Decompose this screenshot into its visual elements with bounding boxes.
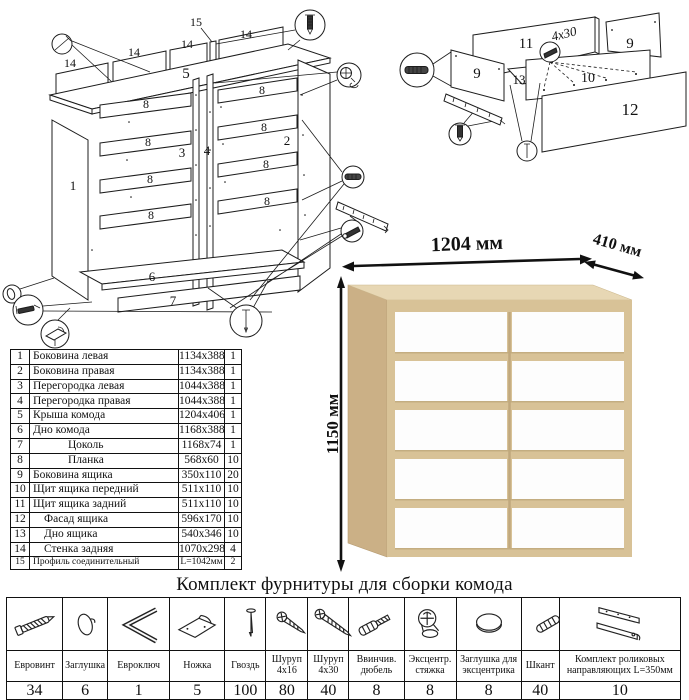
- part-num: 4: [11, 394, 30, 409]
- part-label-1: 1: [69, 178, 77, 193]
- parts-table-body: [11, 350, 242, 570]
- frame-right-side: [298, 60, 330, 292]
- screw-size-note: 4x30: [549, 23, 578, 44]
- hardware-item-qty: 8: [404, 682, 456, 700]
- depth-label: 410 мм: [590, 230, 644, 261]
- part-size: 511x110: [179, 483, 225, 498]
- part-num: 5: [11, 409, 30, 424]
- part-name: Щит ящика задний: [30, 498, 179, 513]
- eccentric-cam-callout-icon: [337, 63, 361, 88]
- part-name: Профиль соединительный: [30, 557, 179, 570]
- part-qty: 10: [225, 453, 242, 468]
- part-label-10: 10: [581, 71, 595, 86]
- part-num: 13: [11, 527, 30, 542]
- part-label-6: 6: [148, 269, 156, 284]
- table-row: [11, 379, 242, 394]
- screw-short-icon: [266, 598, 308, 651]
- part-label-14: 14: [128, 45, 140, 59]
- product-render: [323, 228, 689, 575]
- hardware-icons-row: [7, 598, 681, 651]
- cam-cap-icon: [456, 598, 521, 651]
- cap-icon: [63, 598, 108, 651]
- part-num: 14: [11, 542, 30, 557]
- hardware-qty-row: [7, 682, 681, 700]
- part-name: Дно комода: [30, 424, 179, 439]
- part-qty: 4: [225, 542, 242, 557]
- nail-callout-icon: [52, 34, 72, 54]
- part-num: 12: [11, 512, 30, 527]
- table-row: [11, 557, 242, 570]
- part-num: 10: [11, 483, 30, 498]
- hardware-item-qty: 34: [7, 682, 63, 700]
- hardware-table: [6, 597, 681, 700]
- part-label-12: 12: [621, 100, 639, 119]
- wood-dowel-icon: [521, 598, 559, 651]
- threaded-dowel-icon: [349, 598, 404, 651]
- part-name: Дно ящика: [30, 527, 179, 542]
- hardware-item-name: Гвоздь: [225, 651, 266, 682]
- hardware-item-qty: 10: [559, 682, 680, 700]
- part-qty: 1: [225, 438, 242, 453]
- table-row: [11, 409, 242, 424]
- euroscrew-callout-icon: [13, 295, 43, 325]
- table-row: [11, 483, 242, 498]
- table-row: [11, 527, 242, 542]
- hardware-item-name: Ножка: [170, 651, 225, 682]
- table-row: [11, 542, 242, 557]
- hardware-item-name: Шуруп 4x30: [308, 651, 349, 682]
- part-label-8: 8: [147, 172, 153, 186]
- nail-callout-icon: [230, 305, 262, 337]
- hardware-item-name: Евроключ: [108, 651, 170, 682]
- part-label-8: 8: [145, 135, 151, 149]
- depth-dimension: [584, 231, 644, 280]
- hardware-item-qty: 1: [108, 682, 170, 700]
- part-qty: 1: [225, 364, 242, 379]
- part-qty: 10: [225, 483, 242, 498]
- part-num: 3: [11, 379, 30, 394]
- width-dimension: [342, 232, 592, 272]
- hardware-item-name: Заглушка: [63, 651, 108, 682]
- part-size: 568x60: [179, 453, 225, 468]
- hardware-item-name: Шуруп 4x16: [266, 651, 308, 682]
- eccentric-cam-icon: [404, 598, 456, 651]
- part-name: Щит ящика передний: [30, 483, 179, 498]
- part-num: 11: [11, 498, 30, 513]
- table-row: [11, 498, 242, 513]
- part-label-7: 7: [169, 293, 177, 308]
- part-name: Стенка задняя: [30, 542, 179, 557]
- part-qty: 1: [225, 409, 242, 424]
- part-qty: 2: [225, 557, 242, 570]
- part-name: Крыша комода: [30, 409, 179, 424]
- table-row: [11, 468, 242, 483]
- hardware-item-qty: 5: [170, 682, 225, 700]
- part-name: Перегородка левая: [30, 379, 179, 394]
- hardware-item-name: Евровинт: [7, 651, 63, 682]
- part-size: 1168x74: [179, 438, 225, 453]
- hardware-item-name: Эксцентр. стяжка: [404, 651, 456, 682]
- part-num: 9: [11, 468, 30, 483]
- part-label-8: 8: [148, 208, 154, 222]
- part-num: 8: [11, 453, 30, 468]
- part-qty: 10: [225, 498, 242, 513]
- part-qty: 20: [225, 468, 242, 483]
- hardware-item-qty: 80: [266, 682, 308, 700]
- part-name: Планка: [30, 453, 179, 468]
- part-name: Фасад ящика: [30, 512, 179, 527]
- part-qty: 1: [225, 350, 242, 365]
- table-row: [11, 350, 242, 365]
- part-label-13: 13: [512, 72, 526, 87]
- part-num: 1: [11, 350, 30, 365]
- part-label-9: 9: [626, 36, 634, 52]
- part-label-5: 5: [182, 66, 190, 82]
- part-label-8: 8: [261, 120, 267, 134]
- hardware-kit-title: Комплект фурнитуры для сборки комода: [176, 574, 513, 595]
- part-size: 1204x406: [179, 409, 225, 424]
- drawer-assembly-diagram: [398, 2, 689, 184]
- part-label-14: 14: [64, 56, 76, 70]
- screw-callout-icon: [540, 42, 560, 62]
- hardware-item-name: Комплект роликовых направляющих L=350мм: [559, 651, 680, 682]
- part-num: 6: [11, 424, 30, 439]
- parts-table: [10, 349, 242, 570]
- hardware-item-qty: 8: [456, 682, 521, 700]
- foot-callout-icon: [41, 320, 69, 348]
- part-num: 7: [11, 438, 30, 453]
- part-size: 1134x388: [179, 364, 225, 379]
- euroscrew-icon: [7, 598, 63, 651]
- part-size: 511x110: [179, 498, 225, 513]
- part-label-3: 3: [178, 145, 186, 160]
- hardware-item-qty: 40: [521, 682, 559, 700]
- part-label-11: 11: [518, 36, 534, 52]
- table-row: [11, 438, 242, 453]
- frame-planks-left: [100, 93, 191, 229]
- hardware-item-qty: 100: [225, 682, 266, 700]
- part-label-14: 14: [240, 27, 252, 41]
- part-qty: 1: [225, 394, 242, 409]
- part-name: Боковина ящика: [30, 468, 179, 483]
- part-qty: 10: [225, 512, 242, 527]
- table-row: [11, 453, 242, 468]
- part-label-14: 14: [181, 37, 193, 51]
- part-size: 596x170: [179, 512, 225, 527]
- part-size: 1044x388: [179, 394, 225, 409]
- part-size: 540x346: [179, 527, 225, 542]
- part-size: 1044x388: [179, 379, 225, 394]
- part-name: Боковина левая: [30, 350, 179, 365]
- hardware-names-row: [7, 651, 681, 682]
- part-label-8: 8: [259, 83, 265, 97]
- dowel-callout-icon: [400, 53, 434, 87]
- dowel-callout-icon: [342, 166, 364, 188]
- nail-callout-icon: [517, 141, 537, 161]
- part-label-15: 15: [190, 15, 202, 29]
- table-row: [11, 364, 242, 379]
- euroscrew-callout-icon: [449, 123, 471, 145]
- table-row: [11, 394, 242, 409]
- hexkey-icon: [108, 598, 170, 651]
- hardware-item-name: Ввинчив. дюбель: [349, 651, 404, 682]
- part-label-8: 8: [264, 194, 270, 208]
- nail-icon: [225, 598, 266, 651]
- part-label-2: 2: [283, 133, 291, 148]
- table-row: [11, 512, 242, 527]
- hardware-item-qty: 6: [63, 682, 108, 700]
- width-label: 1204 мм: [430, 231, 504, 257]
- part-qty: 1: [225, 424, 242, 439]
- part-qty: 1: [225, 379, 242, 394]
- screw-long-icon: [308, 598, 349, 651]
- euroscrew-callout-icon: [295, 10, 325, 40]
- part-label-8: 8: [143, 97, 149, 111]
- table-row: [11, 424, 242, 439]
- part-size: L=1042мм: [179, 557, 225, 570]
- part-name: Цоколь: [30, 438, 179, 453]
- hardware-item-qty: 8: [349, 682, 404, 700]
- foot-icon: [170, 598, 225, 651]
- part-label-8: 8: [263, 157, 269, 171]
- part-qty: 10: [225, 527, 242, 542]
- hardware-item-qty: 40: [308, 682, 349, 700]
- part-name: Боковина правая: [30, 364, 179, 379]
- hardware-item-name: Заглушка для эксцентрика: [456, 651, 521, 682]
- part-size: 1134x388: [179, 350, 225, 365]
- roller-rails-icon: [559, 598, 680, 651]
- part-num: 2: [11, 364, 30, 379]
- part-name: Перегородка правая: [30, 394, 179, 409]
- hardware-item-name: Шкант: [521, 651, 559, 682]
- part-label-4: 4: [203, 143, 211, 158]
- part-label-9: 9: [473, 66, 481, 82]
- height-label: 1150 мм: [323, 393, 342, 455]
- part-size: 1168x388: [179, 424, 225, 439]
- part-num: 15: [11, 557, 30, 570]
- part-size: 1070x298: [179, 542, 225, 557]
- part-size: 350x110: [179, 468, 225, 483]
